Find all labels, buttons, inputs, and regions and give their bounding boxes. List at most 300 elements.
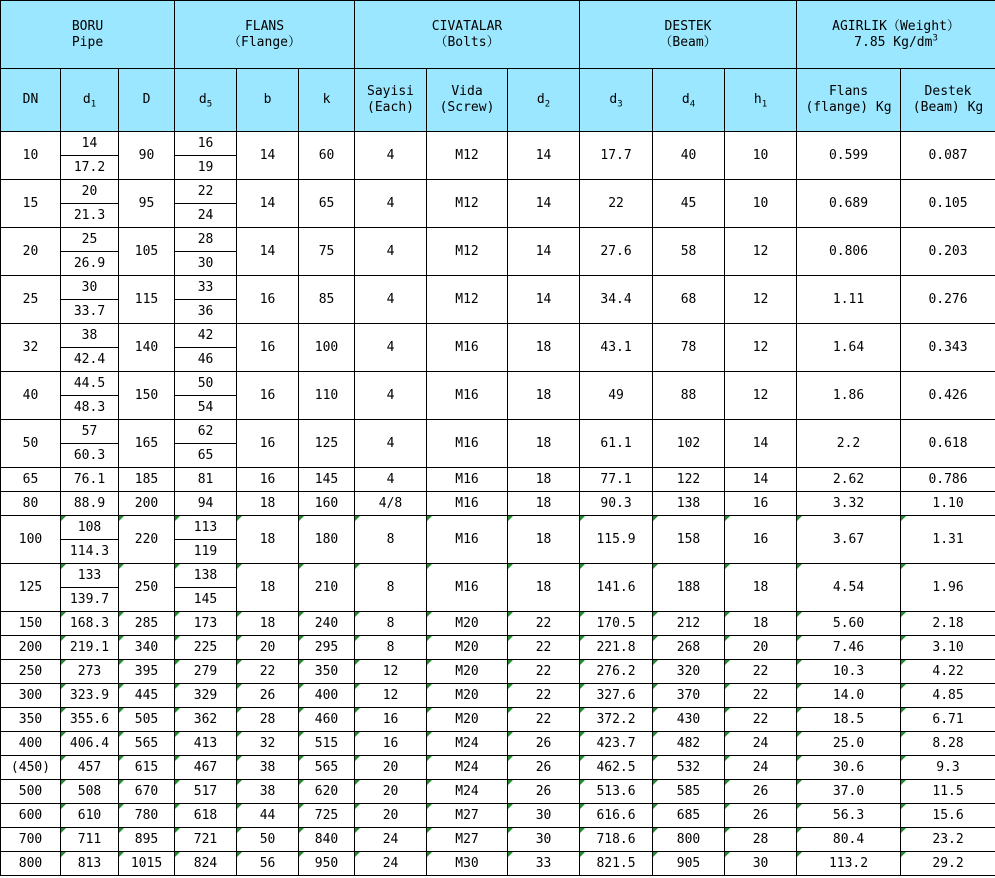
cell-dn: 25 bbox=[1, 276, 61, 324]
cell-D: 185 bbox=[119, 468, 175, 492]
cell-d1-0: 25 bbox=[61, 228, 119, 252]
cell-d3: 170.5 bbox=[580, 612, 653, 636]
cell-bkg: 4.22 bbox=[901, 660, 995, 684]
cell-d1-0: 508 bbox=[61, 780, 119, 804]
header-destek: DESTEK （Beam） bbox=[580, 1, 797, 69]
cell-d4: 138 bbox=[653, 492, 725, 516]
cell-each: 12 bbox=[355, 660, 427, 684]
cell-d4: 685 bbox=[653, 804, 725, 828]
cell-d5-1: 46 bbox=[175, 348, 237, 372]
cell-d4: 800 bbox=[653, 828, 725, 852]
cell-d3: 462.5 bbox=[580, 756, 653, 780]
cell-screw: M16 bbox=[427, 372, 508, 420]
cell-dn: 20 bbox=[1, 228, 61, 276]
cell-d3: 115.9 bbox=[580, 516, 653, 564]
cell-d4: 532 bbox=[653, 756, 725, 780]
cell-d1-0: 219.1 bbox=[61, 636, 119, 660]
cell-d3: 372.2 bbox=[580, 708, 653, 732]
cell-d1-1: 42.4 bbox=[61, 348, 119, 372]
cell-D: 200 bbox=[119, 492, 175, 516]
cell-fkg: 80.4 bbox=[797, 828, 901, 852]
cell-each: 4 bbox=[355, 276, 427, 324]
cell-d5-0: 721 bbox=[175, 828, 237, 852]
cell-each: 4 bbox=[355, 420, 427, 468]
cell-b: 16 bbox=[237, 420, 299, 468]
cell-dn: 600 bbox=[1, 804, 61, 828]
table-row bbox=[1, 780, 995, 804]
cell-dn: 300 bbox=[1, 684, 61, 708]
cell-h1: 18 bbox=[725, 612, 797, 636]
cell-h1: 24 bbox=[725, 756, 797, 780]
cell-d5-1: 24 bbox=[175, 204, 237, 228]
cell-d5-0: 362 bbox=[175, 708, 237, 732]
col-h1: $h_1$ bbox=[725, 69, 797, 132]
header-civatalar: CIVATALAR （Bolts） bbox=[355, 1, 580, 69]
cell-each: 4/8 bbox=[355, 492, 427, 516]
cell-d1-0: 273 bbox=[61, 660, 119, 684]
cell-d2: 18 bbox=[508, 324, 580, 372]
cell-d2: 14 bbox=[508, 180, 580, 228]
cell-d2: 22 bbox=[508, 684, 580, 708]
cell-d3: 616.6 bbox=[580, 804, 653, 828]
table-row bbox=[1, 324, 995, 348]
cell-b: 22 bbox=[237, 660, 299, 684]
cell-dn: 250 bbox=[1, 660, 61, 684]
cell-each: 4 bbox=[355, 228, 427, 276]
cell-b: 18 bbox=[237, 516, 299, 564]
col-d1: $d_1$ bbox=[61, 69, 119, 132]
header-boru: BORU Pipe bbox=[1, 1, 175, 69]
cell-d4: 58 bbox=[653, 228, 725, 276]
cell-d5-1: 54 bbox=[175, 396, 237, 420]
cell-h1: 28 bbox=[725, 828, 797, 852]
cell-dn: 40 bbox=[1, 372, 61, 420]
cell-d1-0: 168.3 bbox=[61, 612, 119, 636]
cell-d2: 26 bbox=[508, 756, 580, 780]
cell-D: 95 bbox=[119, 180, 175, 228]
cell-d5-1: 145 bbox=[175, 588, 237, 612]
cell-screw: M16 bbox=[427, 516, 508, 564]
cell-bkg: 0.343 bbox=[901, 324, 995, 372]
cell-b: 18 bbox=[237, 492, 299, 516]
cell-fkg: 14.0 bbox=[797, 684, 901, 708]
cell-D: 780 bbox=[119, 804, 175, 828]
cell-bkg: 4.85 bbox=[901, 684, 995, 708]
table-row bbox=[1, 516, 995, 540]
cell-k: 350 bbox=[299, 660, 355, 684]
cell-screw: M16 bbox=[427, 420, 508, 468]
cell-dn: 700 bbox=[1, 828, 61, 852]
cell-screw: M12 bbox=[427, 228, 508, 276]
cell-d1-0: 406.4 bbox=[61, 732, 119, 756]
cell-bkg: 0.087 bbox=[901, 132, 995, 180]
cell-fkg: 0.806 bbox=[797, 228, 901, 276]
cell-bkg: 2.18 bbox=[901, 612, 995, 636]
cell-fkg: 1.86 bbox=[797, 372, 901, 420]
cell-d1-1: 48.3 bbox=[61, 396, 119, 420]
cell-d4: 68 bbox=[653, 276, 725, 324]
cell-k: 950 bbox=[299, 852, 355, 876]
cell-d2: 22 bbox=[508, 708, 580, 732]
table-row bbox=[1, 636, 995, 660]
cell-d4: 122 bbox=[653, 468, 725, 492]
cell-d5-0: 42 bbox=[175, 324, 237, 348]
cell-k: 620 bbox=[299, 780, 355, 804]
cell-bkg: 0.203 bbox=[901, 228, 995, 276]
cell-d3: 141.6 bbox=[580, 564, 653, 612]
cell-each: 16 bbox=[355, 708, 427, 732]
cell-h1: 20 bbox=[725, 636, 797, 660]
cell-fkg: 37.0 bbox=[797, 780, 901, 804]
cell-screw: M27 bbox=[427, 828, 508, 852]
table-row bbox=[1, 684, 995, 708]
cell-k: 100 bbox=[299, 324, 355, 372]
cell-dn: 50 bbox=[1, 420, 61, 468]
cell-D: 505 bbox=[119, 708, 175, 732]
col-d4: $d_4$ bbox=[653, 69, 725, 132]
cell-each: 4 bbox=[355, 468, 427, 492]
cell-screw: M24 bbox=[427, 732, 508, 756]
cell-d5-0: 33 bbox=[175, 276, 237, 300]
cell-d4: 88 bbox=[653, 372, 725, 420]
col-flans-kg: Flans (flange) Kg bbox=[797, 69, 901, 132]
cell-fkg: 1.64 bbox=[797, 324, 901, 372]
cell-d4: 45 bbox=[653, 180, 725, 228]
cell-fkg: 1.11 bbox=[797, 276, 901, 324]
table-row bbox=[1, 732, 995, 756]
cell-dn: 32 bbox=[1, 324, 61, 372]
table-row bbox=[1, 492, 995, 516]
cell-d2: 22 bbox=[508, 612, 580, 636]
cell-each: 8 bbox=[355, 612, 427, 636]
col-d5: $d_5$ bbox=[175, 69, 237, 132]
cell-d5-0: 81 bbox=[175, 468, 237, 492]
cell-bkg: 29.2 bbox=[901, 852, 995, 876]
cell-h1: 16 bbox=[725, 492, 797, 516]
cell-fkg: 0.689 bbox=[797, 180, 901, 228]
cell-k: 85 bbox=[299, 276, 355, 324]
table-row bbox=[1, 420, 995, 444]
cell-d3: 61.1 bbox=[580, 420, 653, 468]
cell-d5-0: 94 bbox=[175, 492, 237, 516]
cell-h1: 22 bbox=[725, 684, 797, 708]
cell-b: 16 bbox=[237, 324, 299, 372]
cell-d3: 423.7 bbox=[580, 732, 653, 756]
header-agirlik: AGIRLIK（Weight） 7.85 $Kg/dm^3$ bbox=[797, 1, 995, 69]
cell-h1: 12 bbox=[725, 372, 797, 420]
cell-D: 220 bbox=[119, 516, 175, 564]
table-row bbox=[1, 804, 995, 828]
col-sayisi: Sayisi (Each) bbox=[355, 69, 427, 132]
cell-dn: (450) bbox=[1, 756, 61, 780]
cell-fkg: 3.67 bbox=[797, 516, 901, 564]
cell-screw: M24 bbox=[427, 780, 508, 804]
table-row bbox=[1, 372, 995, 396]
cell-b: 16 bbox=[237, 468, 299, 492]
cell-k: 460 bbox=[299, 708, 355, 732]
cell-d2: 18 bbox=[508, 468, 580, 492]
cell-each: 24 bbox=[355, 852, 427, 876]
cell-bkg: 0.426 bbox=[901, 372, 995, 420]
cell-screw: M16 bbox=[427, 324, 508, 372]
cell-D: 1015 bbox=[119, 852, 175, 876]
cell-bkg: 0.276 bbox=[901, 276, 995, 324]
cell-D: 150 bbox=[119, 372, 175, 420]
cell-dn: 125 bbox=[1, 564, 61, 612]
cell-d2: 18 bbox=[508, 564, 580, 612]
cell-k: 565 bbox=[299, 756, 355, 780]
table-row bbox=[1, 828, 995, 852]
cell-d5-0: 113 bbox=[175, 516, 237, 540]
cell-fkg: 5.60 bbox=[797, 612, 901, 636]
cell-D: 115 bbox=[119, 276, 175, 324]
cell-d5-1: 119 bbox=[175, 540, 237, 564]
cell-d4: 158 bbox=[653, 516, 725, 564]
cell-b: 16 bbox=[237, 372, 299, 420]
cell-D: 395 bbox=[119, 660, 175, 684]
cell-dn: 400 bbox=[1, 732, 61, 756]
cell-d1-0: 88.9 bbox=[61, 492, 119, 516]
cell-d1-0: 355.6 bbox=[61, 708, 119, 732]
cell-d1-0: 14 bbox=[61, 132, 119, 156]
cell-fkg: 25.0 bbox=[797, 732, 901, 756]
cell-each: 16 bbox=[355, 732, 427, 756]
cell-k: 145 bbox=[299, 468, 355, 492]
cell-b: 44 bbox=[237, 804, 299, 828]
cell-screw: M20 bbox=[427, 660, 508, 684]
cell-d2: 14 bbox=[508, 228, 580, 276]
cell-d5-0: 50 bbox=[175, 372, 237, 396]
cell-k: 400 bbox=[299, 684, 355, 708]
cell-fkg: 2.62 bbox=[797, 468, 901, 492]
cell-k: 210 bbox=[299, 564, 355, 612]
cell-d1-1: 114.3 bbox=[61, 540, 119, 564]
cell-screw: M24 bbox=[427, 756, 508, 780]
cell-b: 56 bbox=[237, 852, 299, 876]
cell-dn: 10 bbox=[1, 132, 61, 180]
cell-fkg: 0.599 bbox=[797, 132, 901, 180]
table-row bbox=[1, 468, 995, 492]
cell-k: 75 bbox=[299, 228, 355, 276]
cell-b: 28 bbox=[237, 708, 299, 732]
cell-d1-0: 711 bbox=[61, 828, 119, 852]
cell-k: 840 bbox=[299, 828, 355, 852]
cell-d1-1: 60.3 bbox=[61, 444, 119, 468]
cell-bkg: 3.10 bbox=[901, 636, 995, 660]
cell-h1: 24 bbox=[725, 732, 797, 756]
col-d2: $d_2$ bbox=[508, 69, 580, 132]
cell-D: 90 bbox=[119, 132, 175, 180]
cell-D: 105 bbox=[119, 228, 175, 276]
cell-b: 16 bbox=[237, 276, 299, 324]
cell-h1: 12 bbox=[725, 324, 797, 372]
cell-each: 4 bbox=[355, 132, 427, 180]
cell-d1-1: 33.7 bbox=[61, 300, 119, 324]
cell-d4: 430 bbox=[653, 708, 725, 732]
cell-d5-0: 16 bbox=[175, 132, 237, 156]
cell-bkg: 8.28 bbox=[901, 732, 995, 756]
cell-each: 4 bbox=[355, 324, 427, 372]
cell-d5-1: 19 bbox=[175, 156, 237, 180]
cell-dn: 15 bbox=[1, 180, 61, 228]
cell-D: 250 bbox=[119, 564, 175, 612]
cell-d3: 43.1 bbox=[580, 324, 653, 372]
cell-D: 285 bbox=[119, 612, 175, 636]
cell-h1: 26 bbox=[725, 780, 797, 804]
cell-d2: 30 bbox=[508, 804, 580, 828]
cell-d2: 33 bbox=[508, 852, 580, 876]
cell-h1: 18 bbox=[725, 564, 797, 612]
col-vida: Vida (Screw) bbox=[427, 69, 508, 132]
cell-fkg: 4.54 bbox=[797, 564, 901, 612]
cell-screw: M20 bbox=[427, 636, 508, 660]
cell-d2: 18 bbox=[508, 372, 580, 420]
cell-d4: 188 bbox=[653, 564, 725, 612]
cell-d2: 18 bbox=[508, 516, 580, 564]
cell-bkg: 11.5 bbox=[901, 780, 995, 804]
cell-each: 20 bbox=[355, 804, 427, 828]
cell-each: 4 bbox=[355, 372, 427, 420]
cell-h1: 12 bbox=[725, 276, 797, 324]
cell-screw: M20 bbox=[427, 684, 508, 708]
cell-d3: 90.3 bbox=[580, 492, 653, 516]
cell-dn: 80 bbox=[1, 492, 61, 516]
cell-h1: 14 bbox=[725, 468, 797, 492]
cell-d5-1: 65 bbox=[175, 444, 237, 468]
table-body bbox=[1, 132, 995, 876]
cell-d1-1: 139.7 bbox=[61, 588, 119, 612]
cell-d4: 370 bbox=[653, 684, 725, 708]
cell-d1-0: 610 bbox=[61, 804, 119, 828]
cell-d2: 14 bbox=[508, 132, 580, 180]
cell-dn: 200 bbox=[1, 636, 61, 660]
cell-b: 38 bbox=[237, 756, 299, 780]
cell-bkg: 23.2 bbox=[901, 828, 995, 852]
cell-d5-1: 36 bbox=[175, 300, 237, 324]
cell-each: 8 bbox=[355, 564, 427, 612]
cell-k: 160 bbox=[299, 492, 355, 516]
table-row bbox=[1, 756, 995, 780]
cell-d1-0: 133 bbox=[61, 564, 119, 588]
cell-d5-0: 413 bbox=[175, 732, 237, 756]
cell-d1-0: 457 bbox=[61, 756, 119, 780]
cell-d3: 718.6 bbox=[580, 828, 653, 852]
cell-d3: 221.8 bbox=[580, 636, 653, 660]
cell-d4: 905 bbox=[653, 852, 725, 876]
table-row bbox=[1, 660, 995, 684]
cell-h1: 12 bbox=[725, 228, 797, 276]
cell-D: 615 bbox=[119, 756, 175, 780]
cell-h1: 10 bbox=[725, 180, 797, 228]
cell-h1: 22 bbox=[725, 708, 797, 732]
cell-D: 140 bbox=[119, 324, 175, 372]
cell-screw: M20 bbox=[427, 708, 508, 732]
cell-d5-0: 279 bbox=[175, 660, 237, 684]
cell-h1: 16 bbox=[725, 516, 797, 564]
cell-fkg: 7.46 bbox=[797, 636, 901, 660]
cell-fkg: 3.32 bbox=[797, 492, 901, 516]
cell-fkg: 30.6 bbox=[797, 756, 901, 780]
cell-d4: 40 bbox=[653, 132, 725, 180]
cell-bkg: 15.6 bbox=[901, 804, 995, 828]
cell-d2: 22 bbox=[508, 660, 580, 684]
col-D: D bbox=[119, 69, 175, 132]
cell-d5-0: 225 bbox=[175, 636, 237, 660]
cell-dn: 100 bbox=[1, 516, 61, 564]
table-row bbox=[1, 276, 995, 300]
cell-screw: M27 bbox=[427, 804, 508, 828]
cell-d4: 482 bbox=[653, 732, 725, 756]
col-d3: $d_3$ bbox=[580, 69, 653, 132]
cell-d5-0: 28 bbox=[175, 228, 237, 252]
col-dn: DN bbox=[1, 69, 61, 132]
cell-bkg: 6.71 bbox=[901, 708, 995, 732]
cell-d5-0: 467 bbox=[175, 756, 237, 780]
cell-d2: 14 bbox=[508, 276, 580, 324]
cell-d3: 77.1 bbox=[580, 468, 653, 492]
cell-d1-0: 813 bbox=[61, 852, 119, 876]
cell-d1-0: 108 bbox=[61, 516, 119, 540]
cell-d2: 18 bbox=[508, 420, 580, 468]
cell-d1-1: 17.2 bbox=[61, 156, 119, 180]
col-k: k bbox=[299, 69, 355, 132]
cell-b: 50 bbox=[237, 828, 299, 852]
cell-h1: 22 bbox=[725, 660, 797, 684]
cell-bkg: 0.618 bbox=[901, 420, 995, 468]
cell-d3: 27.6 bbox=[580, 228, 653, 276]
cell-each: 8 bbox=[355, 636, 427, 660]
cell-screw: M20 bbox=[427, 612, 508, 636]
col-destek-kg: Destek (Beam) Kg bbox=[901, 69, 995, 132]
cell-d2: 18 bbox=[508, 492, 580, 516]
cell-d2: 22 bbox=[508, 636, 580, 660]
cell-d3: 17.7 bbox=[580, 132, 653, 180]
cell-d1-0: 20 bbox=[61, 180, 119, 204]
cell-screw: M16 bbox=[427, 492, 508, 516]
cell-dn: 65 bbox=[1, 468, 61, 492]
table-row bbox=[1, 852, 995, 876]
cell-screw: M12 bbox=[427, 276, 508, 324]
cell-fkg: 56.3 bbox=[797, 804, 901, 828]
cell-k: 125 bbox=[299, 420, 355, 468]
cell-k: 240 bbox=[299, 612, 355, 636]
cell-d3: 22 bbox=[580, 180, 653, 228]
cell-screw: M12 bbox=[427, 180, 508, 228]
cell-h1: 30 bbox=[725, 852, 797, 876]
table-row bbox=[1, 708, 995, 732]
cell-d4: 102 bbox=[653, 420, 725, 468]
cell-d5-0: 173 bbox=[175, 612, 237, 636]
cell-d2: 30 bbox=[508, 828, 580, 852]
cell-D: 565 bbox=[119, 732, 175, 756]
cell-d5-1: 30 bbox=[175, 252, 237, 276]
cell-d3: 49 bbox=[580, 372, 653, 420]
cell-d2: 26 bbox=[508, 780, 580, 804]
cell-k: 295 bbox=[299, 636, 355, 660]
cell-d3: 34.4 bbox=[580, 276, 653, 324]
cell-b: 20 bbox=[237, 636, 299, 660]
cell-d4: 585 bbox=[653, 780, 725, 804]
cell-k: 725 bbox=[299, 804, 355, 828]
cell-fkg: 10.3 bbox=[797, 660, 901, 684]
cell-d5-0: 824 bbox=[175, 852, 237, 876]
cell-h1: 10 bbox=[725, 132, 797, 180]
cell-bkg: 9.3 bbox=[901, 756, 995, 780]
cell-bkg: 1.96 bbox=[901, 564, 995, 612]
cell-bkg: 1.31 bbox=[901, 516, 995, 564]
cell-screw: M30 bbox=[427, 852, 508, 876]
cell-D: 445 bbox=[119, 684, 175, 708]
